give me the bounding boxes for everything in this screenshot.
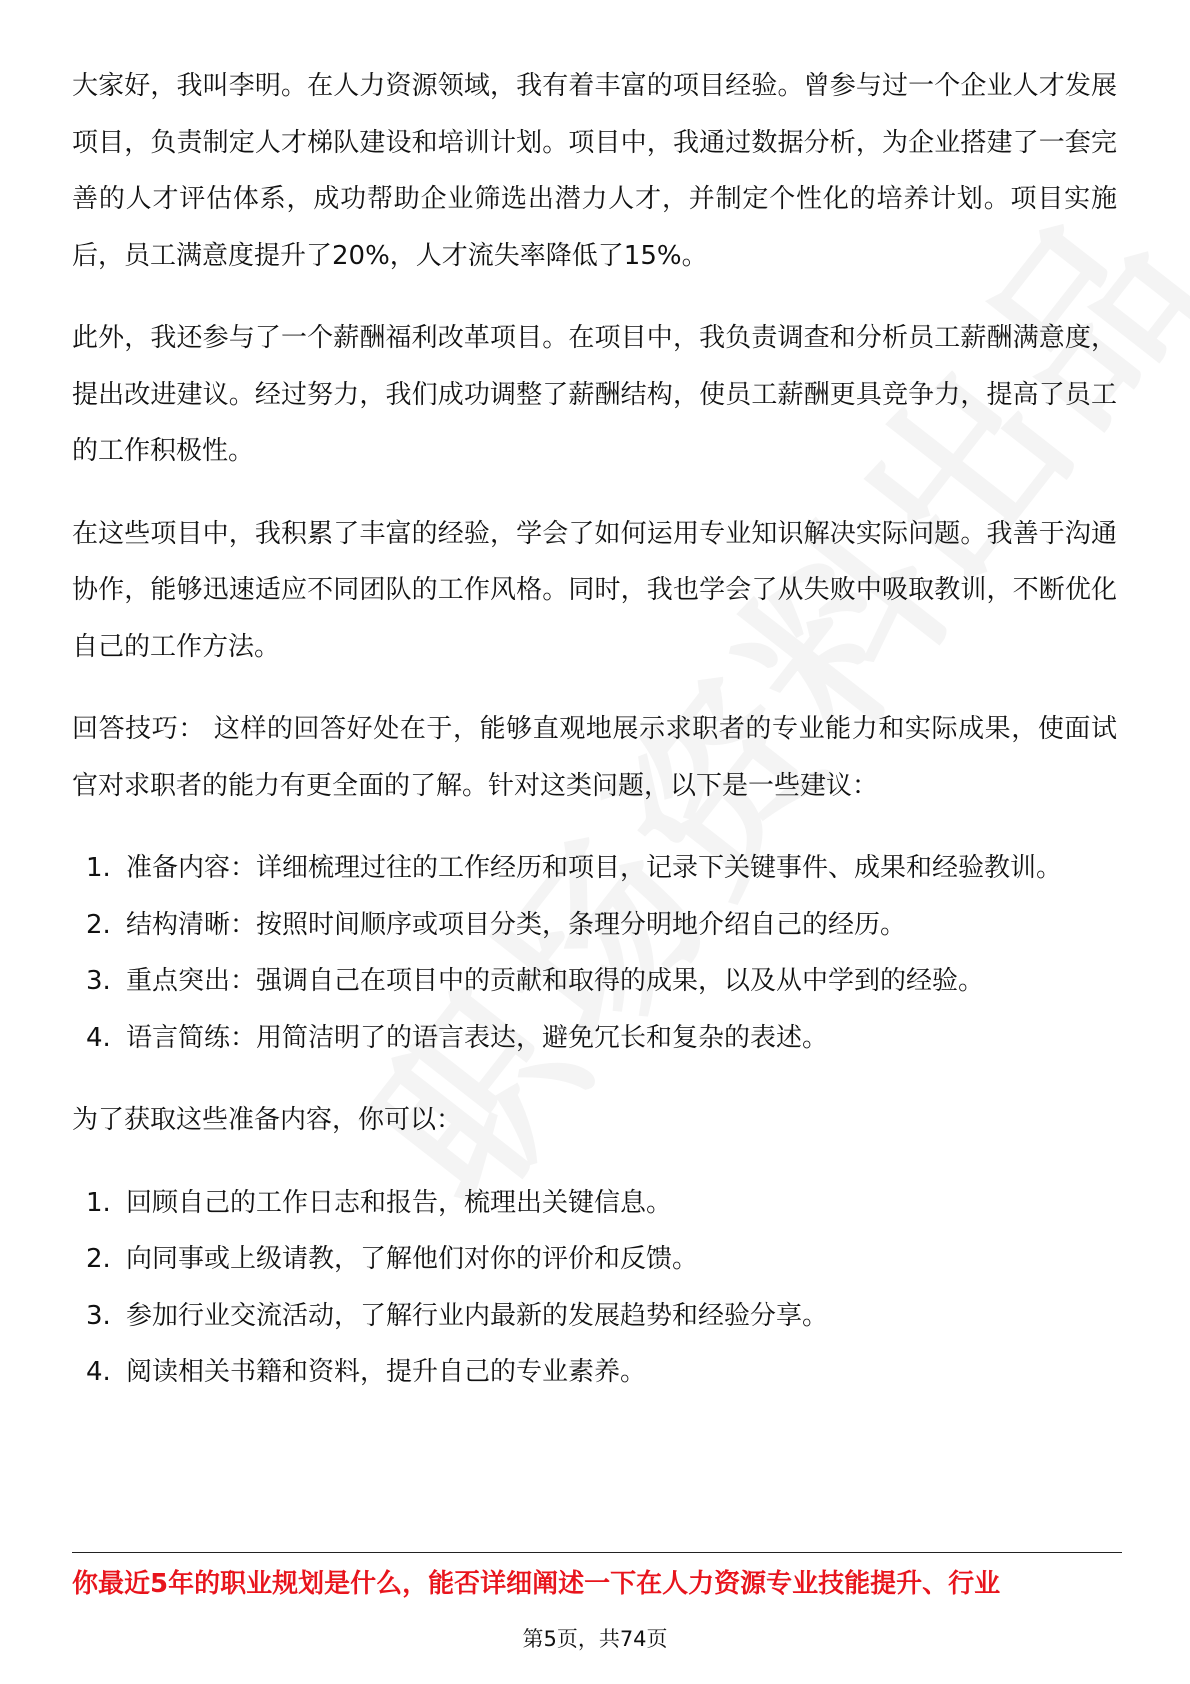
tips-list — [72, 840, 1117, 1066]
list-number: 4. — [86, 1022, 111, 1053]
list-number: 3. — [86, 966, 111, 996]
paragraph-salary-project: 此外，我还参与了一个薪酬福利改革项目。在项目中，我负责调查和分析员工薪酬满意度，提出改进建议。经过努力，我们成功调整了薪酬结构，使员工薪酬更具竞争力，提高了员工的工作积极性。 — [72, 323, 1117, 466]
section-divider — [72, 1552, 1122, 1553]
list-item — [72, 1175, 1117, 1232]
paragraph-experience: 在这些项目中，我积累了丰富的经验，学会了如何运用专业知识解决实际问题。我善于沟通协作，能够迅速适应不同团队的工作风格。同时，我也学会了从失败中吸取教训，不断优化自己的工作方法。 — [72, 518, 1117, 662]
list-item-text: 阅读相关书籍和资料，提升自己的专业素养。 — [126, 1357, 647, 1387]
paragraph-prep-intro: 为了获取这些准备内容，你可以： — [72, 1105, 463, 1135]
list-item — [72, 1344, 1117, 1401]
paragraph-answer-tips: 回答技巧： 这样的回答好处在于，能够直观地展示求职者的专业能力和实际成果，使面试官对求职者的能力有更全面的了解。针对这类问题，以下是一些建议： — [72, 714, 1117, 801]
list-item — [72, 953, 1117, 1010]
list-number: 4. — [86, 1357, 111, 1387]
list-item-text: 参加行业交流活动，了解行业内最新的发展趋势和经验分享。 — [126, 1300, 829, 1331]
list-item-text: 准备内容：详细梳理过往的工作经历和项目，记录下关键事件、成果和经验教训。 — [126, 853, 1063, 883]
list-number: 2. — [86, 1244, 111, 1274]
list-item — [72, 1231, 1117, 1288]
list-item — [72, 1288, 1117, 1345]
list-item-text: 回顾自己的工作日志和报告，梳理出关键信息。 — [126, 1187, 673, 1218]
list-number: 2. — [86, 909, 111, 940]
list-number: 1. — [86, 853, 111, 883]
paragraph-intro: 大家好，我叫李明。在人力资源领域，我有着丰富的项目经验。曾参与过一个企业人才发展项目，负责制定人才梯队建设和培训计划。项目中，我通过数据分析，为企业搭建了一套完善的人才评估体系，成功帮助企业筛选出潜力人才，并制定个性化的培养计划。项目实施后，员工满意度提升了20%，人才流失率降低了15%。 — [72, 71, 1117, 271]
list-item-text: 重点突出：强调自己在项目中的贡献和取得的成果，以及从中学到的经验。 — [126, 966, 985, 996]
document-body — [72, 58, 1117, 1427]
next-question-heading: 你最近5年的职业规划是什么，能否详细阐述一下在人力资源专业技能提升、行业 — [72, 1569, 1001, 1599]
list-item-text: 向同事或上级请教，了解他们对你的评价和反馈。 — [126, 1244, 699, 1274]
list-item — [72, 840, 1117, 897]
list-number: 1. — [86, 1187, 111, 1218]
list-item — [72, 897, 1117, 954]
list-item-text: 结构清晰：按照时间顺序或项目分类，条理分明地介绍自己的经历。 — [126, 909, 907, 940]
prep-list — [72, 1175, 1117, 1401]
list-number: 3. — [86, 1300, 111, 1331]
list-item-text: 语言简练：用简洁明了的语言表达，避免冗长和复杂的表述。 — [126, 1022, 829, 1053]
page-number: 第5页，共74页 — [522, 1627, 668, 1651]
list-item — [72, 1010, 1117, 1067]
